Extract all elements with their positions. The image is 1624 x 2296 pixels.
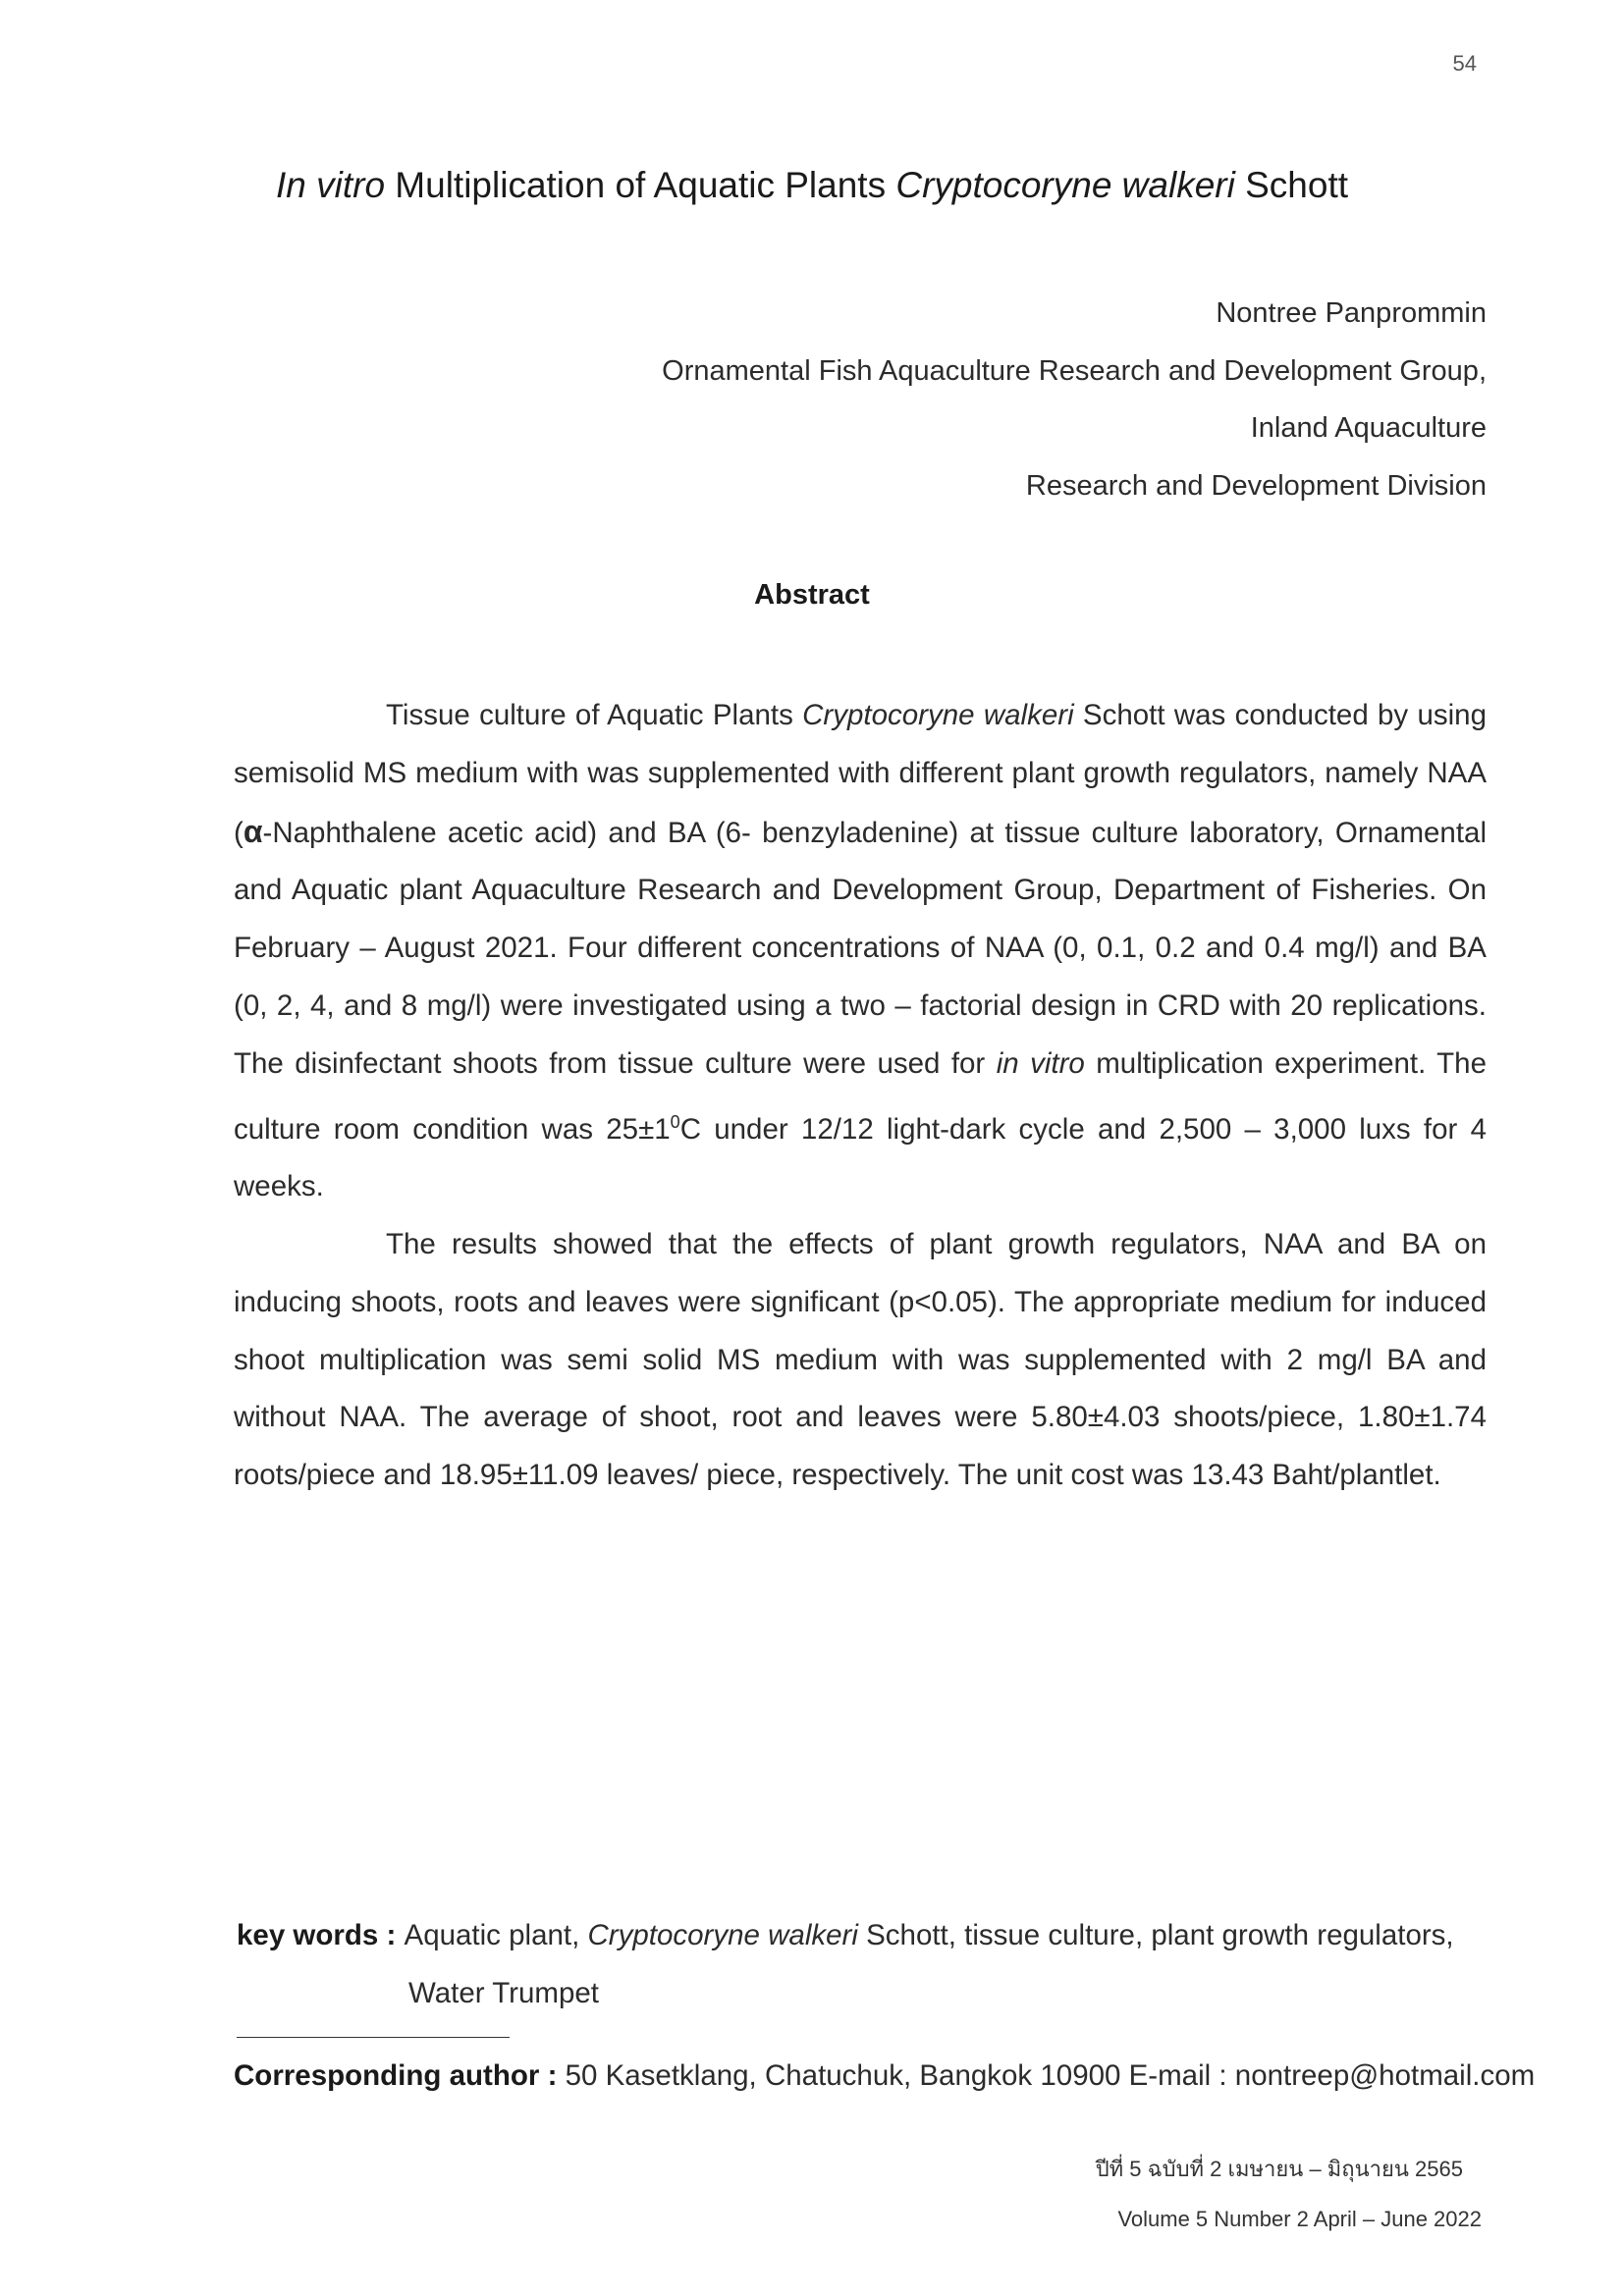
author-affiliation-3: Research and Development Division: [1025, 469, 1487, 502]
keywords-label: key words :: [237, 1919, 405, 1951]
title-italic-in-vitro: In vitro: [275, 165, 386, 205]
abstract-text: multiplication experiment. The culture room condition was 25±1: [234, 1046, 1487, 1146]
footer-volume-issue: Volume 5 Number 2 April – June 2022: [1117, 2207, 1482, 2231]
abstract-italic-species: Cryptocoryne walkeri: [802, 699, 1074, 731]
footer-thai-issue: ปีที่ 5 ฉบับที่ 2 เมษายน – มิถุนายน 2565: [1095, 2157, 1463, 2181]
abstract-body: [234, 687, 1487, 1505]
page-number: 54: [1452, 51, 1477, 76]
keywords-line-2: Water Trumpet: [408, 1976, 599, 2009]
abstract-heading: Abstract: [754, 579, 870, 611]
abstract-text: Schott was conducted by using semisolid MS medium with was supplemented with different plant growth regulators, namely NAA (: [234, 699, 1487, 849]
corresponding-author: [234, 2059, 1535, 2093]
abstract-italic-in-vitro: in vitro: [996, 1046, 1085, 1080]
footnote-divider: [237, 2037, 510, 2038]
title-italic-species: Cryptocoryne walkeri: [895, 165, 1235, 205]
alpha-symbol: α: [243, 813, 263, 849]
keywords-text: Aquatic plant,: [404, 1919, 588, 1951]
author-block: [662, 285, 1487, 514]
corresponding-text: 50 Kasetklang, Chatuchuk, Bangkok 10900 E-mail : nontreep@hotmail.com: [565, 2059, 1536, 2092]
author-affiliation-1: Ornamental Fish Aquaculture Research and Development Group,: [662, 354, 1487, 387]
paper-title: [0, 165, 1624, 206]
corresponding-label: Corresponding author :: [234, 2059, 566, 2092]
abstract-paragraph-2: The results showed that the effects of plant growth regulators, NAA and BA on inducing shoots, roots and leaves were significant (p<0.05). The appropriate medium for induced shoot multiplication was semi solid MS medium with was supplemented with 2 mg/l BA and without NAA. The average of shoot, root and leaves were 5.80±4.03 shoots/piece, 1.80±1.74 roots/piece and 18.95±11.09 leaves/ piece, respectively. The unit cost was 13.43 Baht/plantlet.: [234, 1228, 1487, 1492]
abstract-text: Tissue culture of Aquatic Plants: [386, 699, 803, 731]
author-affiliation-2: Inland Aquaculture: [1250, 412, 1487, 444]
title-text-1: Multiplication of Aquatic Plants: [385, 165, 896, 205]
title-text-2: Schott: [1234, 165, 1349, 205]
keywords-line-1: [237, 1907, 1489, 1965]
author-name: Nontree Panprommin: [1216, 297, 1487, 329]
abstract-text: C under 12/12 light-dark cycle and 2,500 – 3,000 luxs for 4 weeks.: [234, 1112, 1487, 1203]
keywords-text: Schott, tissue culture, plant growth regulators,: [857, 1919, 1454, 1951]
abstract-text: -Naphthalene acetic acid) and BA (6- benzyladenine) at tissue culture laboratory, Ornamental and Aquatic plant Aquaculture Research and Development Group, Department of Fisheries. On February – August 2021. Four different concentrations of NAA (0, 0.1, 0.2 and 0.4 mg/l) and BA (0, 2, 4, and 8 mg/l) were investigated using a two – factorial design in CRD with 20 replications. The disinfectant shoots from tissue culture were used for: [234, 816, 1487, 1080]
abstract-paragraph-1: [234, 687, 1487, 1216]
keywords-block: [237, 1907, 1489, 2022]
keywords-italic-species: Cryptocoryne walkeri: [587, 1919, 858, 1951]
degree-superscript: 0: [670, 1111, 680, 1132]
